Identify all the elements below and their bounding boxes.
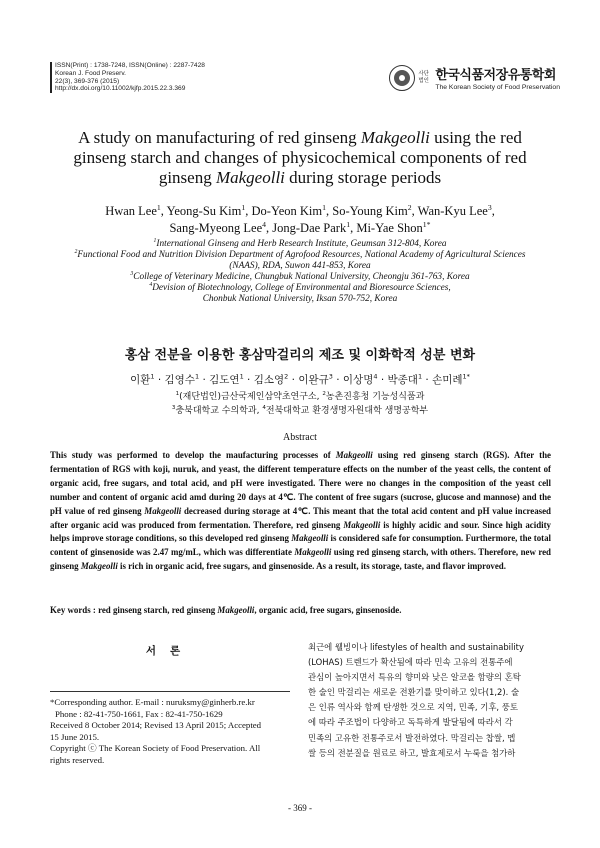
author-list: Hwan Lee$^1$, Yeong-Su Kim$^1$, Do-Yeon Kim$^1$, So-Young Kim$^2$, Wan-Kyu Lee$^3$, Sang-Myeong Lee$^4$, Jong-Dae Park$^1$, Mi-Yae Shon$^{1*}$: [105, 202, 495, 235]
society-english-name: The Korean Society of Food Preservation: [435, 84, 560, 91]
intro-text: 최근에 웰빙이나 lifestyles of health and sustainability (LOHAS) 트렌드가 확산됨에 따라 민속 고유의 전통주에 관심이 높아지면서 특유의 향미와 낮은 알코올 함량의 혼탁 한 술인 막걸리는 새로운 전환기를 맞이하고 있다(1,2). 술 은 인류 역사와 함께 탄생한 것으로 지역, 민족, 기후, 풍토 에 따라 주조법이 다양하고 독특하게 발달됨에 따라서 각 민족의 고유한 전통주로서 발전하였다. 막걸리는 찹쌀, 멥 쌀 등의 전분질을 원료로 하고, 발효제로서 누룩을 첨가하: [308, 642, 524, 758]
footnote: *Corresponding author. E-mail : nuruksmy@ginherb.re.kr Phone : 82-41-750-1661, Fax : 82-41-750-1629 Received 8 October 2014; Revised 13 April 2015; Accepted 15 June 2015. Copyright ⓒ The Korean Society of Food Preservation. All rights reserved.: [50, 697, 292, 767]
society-emblem-icon: [389, 65, 415, 91]
keywords: Key words : red ginseng starch, red ginseng Makgeolli, organic acid, free sugars, ginsenoside.: [50, 605, 402, 615]
society-korean-name: 한국식품저장유통학회: [435, 68, 556, 83]
doi-link[interactable]: http://dx.doi.org/10.11002/kjfp.2015.22.3.369: [55, 85, 186, 93]
author: So-Young Kim: [332, 204, 408, 218]
issn: ISSN(Print) : 1738-7248, ISSN(Online) : 2287-7428: [55, 62, 205, 69]
journal-header: [50, 62, 560, 98]
author: Hwan Lee: [105, 204, 157, 218]
page-number: - 369 -: [288, 803, 312, 813]
intro-heading: 서론: [145, 645, 195, 657]
paper-title: A study on manufacturing of red ginseng Makgeolli using the red ginseng starch and changes of physicochemical components of red ginseng Makgeolli during storage periods: [73, 128, 527, 187]
korean-affiliation-list: $^1$(재단법인)금산국제인삼약초연구소, $^2$농촌진흥청 기능성식품과 $^3$충북대학교 수의학과, $^4$전북대학교 환경생명자원대학 생명공학부: [171, 391, 429, 416]
affiliation-list: $^1$International Ginseng and Herb Research Institute, Geumsan 312-804, Korea $^2$Functional Food and Nutrition Division Department of Agrofood Resources, National Academy of Agricultural Sciences (NAAS), RDA, Suwon 441-853, Korea $^3$College of Veterinary Medicine, Chungbuk National University, Cheongju 361-763, Korea $^4$Devision of Biotechnology, College of Environmental and Bioresource Sciences, Chonbuk National University, Iksan 570-752, Korea: [74, 237, 526, 304]
logo-small-text: 사단 법인: [418, 71, 429, 84]
corresponding-author: *Corresponding author. E-mail : nuruksmy@ginherb.re.kr: [50, 697, 255, 707]
author: Do-Yeon Kim: [251, 204, 323, 218]
author: Mi-Yae Shon: [356, 221, 423, 235]
author: Jong-Dae Park: [272, 221, 347, 235]
korean-title: 홍삼 전분을 이용한 홍삼막걸리의 제조 및 이화학적 성분 변화: [124, 348, 476, 363]
abstract-text: This study was performed to develop the maufacturing processes of Makgeolli using red ginseng starch (RGS). After the fermentation of RGS with koji, nuruk, and yeast, the different temperature effects on the number of the yeast cells, the content of organic acid, free sugars, and total acid, and pH were investigated. There were no changes in the composition of the yeast cell number and content of organic acid amd during 20 days at 4℃. The content of free sugars (sucrose, glucose and mannose) and the pH value of red ginseng Makgeolli decreased during storage at 4℃. This meant that the total acid content and pH value increased after organic acid was produced from fermentation. Therefore, red ginseng Makgeolli is highly acidic and sour. Since high acidity helps improve storage conditions, so this developed red ginseng Makgeolli is considered safe for consumption. Furthermore, the total content of ginsenoside was 2.47 mg/mL, which was differentiate Makgeolli using red ginseng starch, with others. Therefore, new red ginseng Makgeolli is rich in organic acid, free sugars, and ginsenoside. As a result, its storage, taste, and flavor improved.: [50, 450, 551, 572]
journal-name: Korean J. Food Preserv.: [55, 69, 126, 77]
footnote-divider: [50, 691, 290, 692]
journal-meta: [50, 62, 205, 93]
author: Wan-Kyu Lee: [417, 204, 488, 218]
author: Yeong-Su Kim: [166, 204, 242, 218]
korean-author-list: 이환$^1$ · 김영수$^1$ · 김도연$^1$ · 김소영$^2$ · 이완규$^3$ · 이상명$^4$ · 박종대$^1$ · 손미례$^{1*}$: [130, 372, 470, 386]
journal-volume: 22(3), 369-376 (2015): [55, 77, 120, 85]
abstract-heading: Abstract: [283, 432, 317, 443]
author: Sang-Myeong Lee: [169, 221, 263, 235]
society-logo: [389, 64, 560, 91]
